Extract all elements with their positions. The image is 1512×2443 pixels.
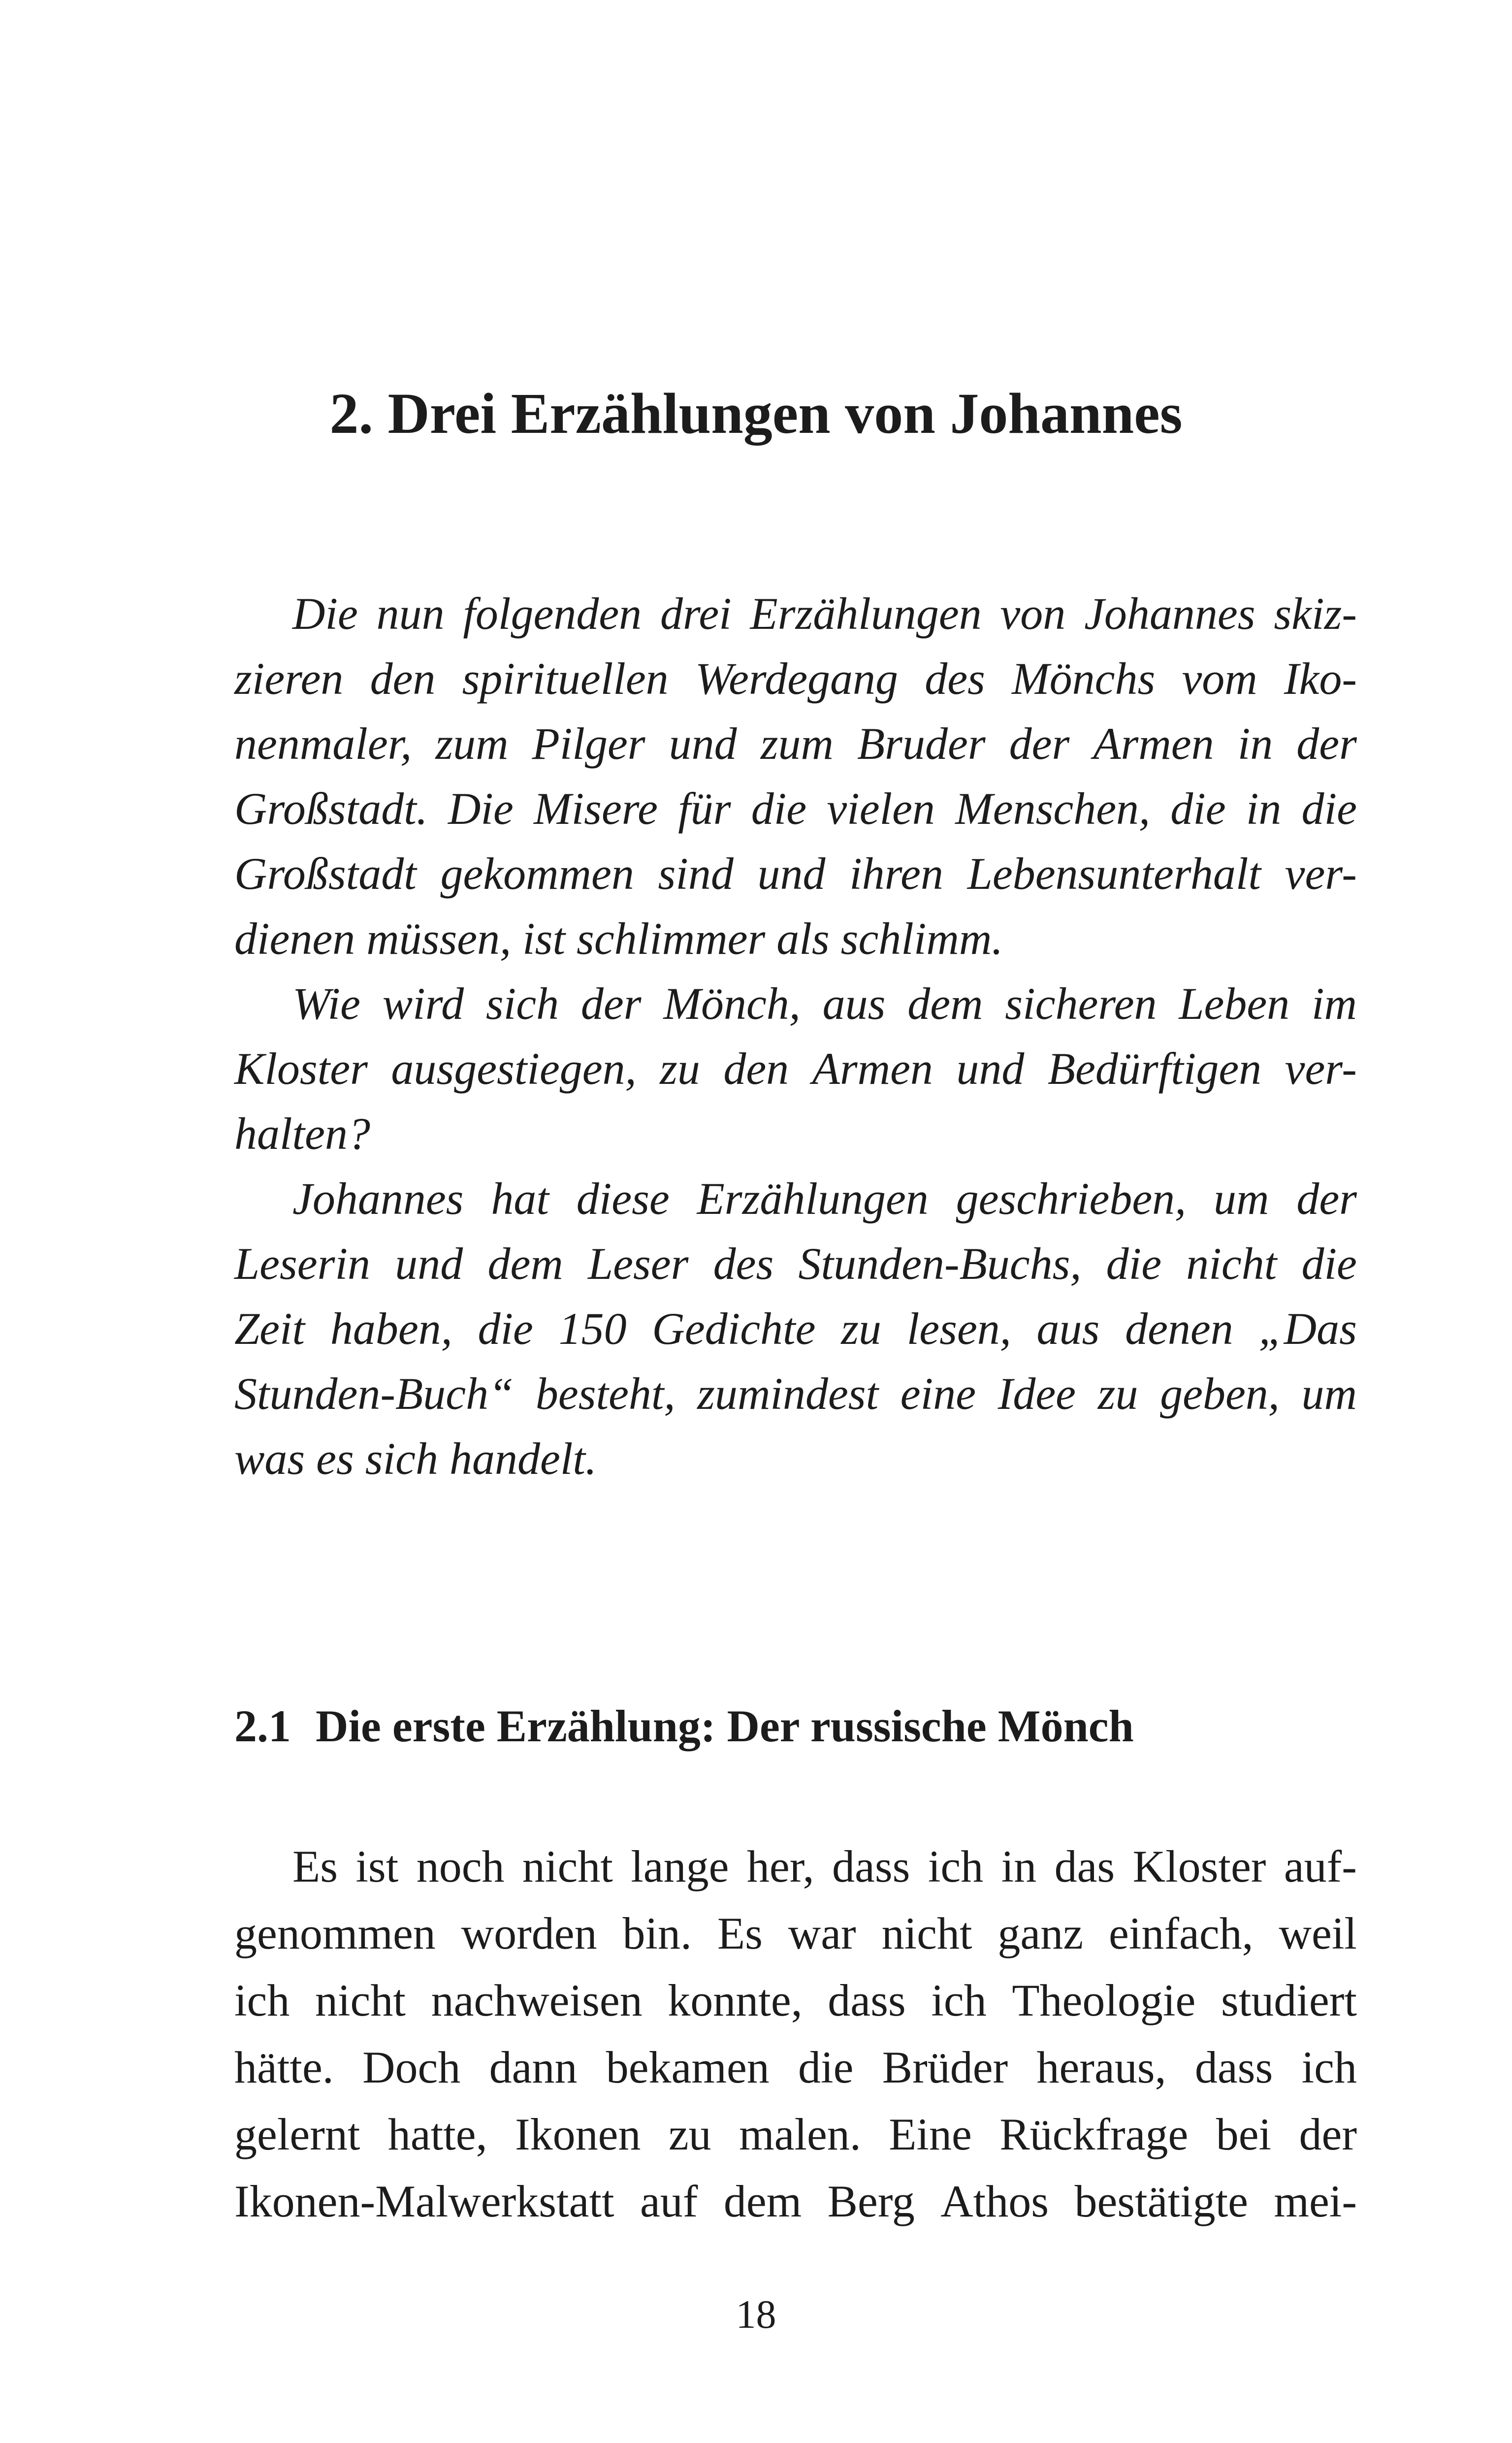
section-number: 2.1	[234, 1701, 291, 1751]
word: ich	[1301, 2042, 1357, 2092]
word: Es	[717, 1908, 763, 1958]
intro-line	[234, 646, 1357, 711]
word: eine	[900, 1368, 976, 1419]
word: malen.	[739, 2109, 861, 2159]
word: den	[370, 653, 436, 704]
word: besteht,	[535, 1368, 676, 1419]
word: bestätigte	[1074, 2176, 1248, 2226]
word: lesen,	[906, 1303, 1011, 1354]
intro-line-text: halten?	[234, 1108, 370, 1159]
word: zu	[668, 2109, 711, 2159]
word: bei	[1216, 2109, 1272, 2159]
word: Brüder	[882, 2042, 1008, 2092]
word: Bedürftigen	[1047, 1043, 1262, 1094]
word: mei-	[1274, 2176, 1357, 2226]
word: in	[1001, 1841, 1037, 1891]
word: Theologie	[1012, 1975, 1196, 2025]
word: gelernt	[234, 2109, 360, 2159]
word: nicht	[881, 1908, 972, 1958]
body-text	[234, 1833, 1357, 2235]
word: für	[678, 783, 731, 834]
word: dann	[489, 2042, 578, 2092]
intro-line	[234, 906, 1357, 971]
word: bin.	[622, 1908, 692, 1958]
word: Es	[292, 1841, 338, 1891]
word: lange	[631, 1841, 729, 1891]
intro-line	[234, 1231, 1357, 1296]
word: Berg	[827, 2176, 915, 2226]
word: drei	[660, 588, 732, 639]
word: noch	[416, 1841, 505, 1891]
word: Armen	[812, 1043, 933, 1094]
word: Ikonen-Malwerkstatt	[234, 2176, 614, 2226]
word: nun	[376, 588, 445, 639]
word: Armen	[1093, 718, 1214, 769]
word: Werdegang	[695, 653, 899, 704]
intro-line	[234, 1296, 1357, 1361]
intro-line	[234, 711, 1357, 776]
intro-line-text: was es sich handelt.	[234, 1433, 597, 1484]
word: die	[1106, 1238, 1162, 1289]
word: ich	[928, 1841, 984, 1891]
word: in	[1246, 783, 1282, 834]
word: heraus,	[1036, 2042, 1166, 2092]
word: und	[395, 1238, 463, 1289]
word: konnte,	[668, 1975, 803, 2025]
word: Johannes	[1084, 588, 1255, 639]
word: nachweisen	[431, 1975, 643, 2025]
word: zum	[760, 718, 834, 769]
word: dass	[832, 1841, 910, 1891]
word: Athos	[940, 2176, 1049, 2226]
word: Doch	[362, 2042, 461, 2092]
word: skiz-	[1274, 588, 1357, 639]
word: Mönch,	[663, 978, 801, 1029]
body-line	[234, 1967, 1357, 2034]
word: ich	[234, 1975, 290, 2025]
word: der	[1296, 1173, 1357, 1224]
word: Lebensunterhalt	[967, 848, 1261, 899]
intro-line	[234, 581, 1357, 646]
word: im	[1311, 978, 1357, 1029]
word: Wie	[292, 978, 360, 1029]
word: Ikonen	[515, 2109, 641, 2159]
word: diese	[576, 1173, 670, 1224]
word: ihren	[849, 848, 944, 899]
word: Kloster	[1132, 1841, 1266, 1891]
word: die	[1170, 783, 1226, 834]
word: und	[757, 848, 826, 899]
word: geschrieben,	[956, 1173, 1187, 1224]
word: zu	[1097, 1368, 1138, 1419]
word: den	[723, 1043, 789, 1094]
word: zumindest	[697, 1368, 879, 1419]
word: des	[713, 1238, 774, 1289]
body-line	[234, 1833, 1357, 1900]
chapter-intro	[234, 581, 1357, 1491]
word: worden	[461, 1908, 597, 1958]
word: 150	[558, 1303, 627, 1354]
word: sicheren	[1005, 978, 1157, 1029]
word: Die	[448, 783, 514, 834]
intro-line	[234, 1166, 1357, 1231]
word: vielen	[827, 783, 935, 834]
word: sind	[658, 848, 734, 899]
word: Stunden-Buch“	[234, 1368, 514, 1419]
word: um	[1214, 1173, 1269, 1224]
word: sich	[485, 978, 559, 1029]
word: Großstadt	[234, 848, 417, 899]
word: Erzählungen	[697, 1173, 929, 1224]
word: her,	[746, 1841, 814, 1891]
word: Mönchs	[1012, 653, 1156, 704]
word: ver-	[1285, 1043, 1357, 1094]
word: Pilger	[532, 718, 645, 769]
word: in	[1237, 718, 1273, 769]
word: ist	[355, 1841, 399, 1891]
word: hätte.	[234, 2042, 334, 2092]
intro-line	[234, 1101, 1357, 1166]
word: folgenden	[463, 588, 642, 639]
word: hat	[491, 1173, 549, 1224]
word: um	[1301, 1368, 1357, 1419]
word: aus	[1036, 1303, 1100, 1354]
word: studiert	[1221, 1975, 1357, 2025]
word: wird	[382, 978, 464, 1029]
word: Idee	[997, 1368, 1076, 1419]
word: Menschen,	[955, 783, 1151, 834]
word: Leserin	[234, 1238, 370, 1289]
word: die	[478, 1303, 533, 1354]
word: „Das	[1258, 1303, 1357, 1354]
body-line	[234, 2101, 1357, 2168]
word: auf	[640, 2176, 698, 2226]
word: gekommen	[440, 848, 634, 899]
word: die	[798, 2042, 854, 2092]
word: zu	[841, 1303, 881, 1354]
word: die	[1301, 783, 1357, 834]
section-title: Die erste Erzählung: Der russische Mönch	[316, 1701, 1134, 1751]
page-number: 18	[736, 2292, 776, 2337]
word: auf-	[1284, 1841, 1357, 1891]
word: Eine	[889, 2109, 972, 2159]
word: der	[580, 978, 642, 1029]
word: ganz	[997, 1908, 1084, 1958]
word: nicht	[522, 1841, 613, 1891]
word: zum	[435, 718, 509, 769]
word: dass	[828, 1975, 906, 2025]
word: Iko-	[1284, 653, 1357, 704]
body-line	[234, 1900, 1357, 1967]
body-line	[234, 2034, 1357, 2101]
intro-line	[234, 841, 1357, 906]
intro-line-text: dienen müssen, ist schlimmer als schlimm.	[234, 913, 1003, 964]
intro-line	[234, 971, 1357, 1036]
intro-line	[234, 776, 1357, 841]
word: dass	[1194, 2042, 1273, 2092]
section-heading	[234, 1694, 1134, 1758]
intro-line	[234, 1361, 1357, 1426]
intro-line	[234, 1426, 1357, 1491]
word: denen	[1125, 1303, 1233, 1354]
word: Die	[292, 588, 358, 639]
word: der	[1296, 718, 1357, 769]
word: aus	[822, 978, 886, 1029]
word: ausgestiegen,	[391, 1043, 637, 1094]
word: Leben	[1179, 978, 1290, 1029]
word: ich	[931, 1975, 987, 2025]
word: des	[925, 653, 985, 704]
word: spirituellen	[462, 653, 669, 704]
word: und	[956, 1043, 1025, 1094]
word: Zeit	[234, 1303, 305, 1354]
word: zu	[660, 1043, 700, 1094]
chapter-title: 2. Drei Erzählungen von Johannes	[329, 381, 1183, 446]
word: und	[669, 718, 737, 769]
word: Bruder	[857, 718, 986, 769]
word: der	[1299, 2109, 1357, 2159]
word: genommen	[234, 1908, 436, 1958]
word: Rückfrage	[999, 2109, 1189, 2159]
body-line	[234, 2168, 1357, 2235]
word: der	[1009, 718, 1070, 769]
word: die	[751, 783, 807, 834]
word: Großstadt.	[234, 783, 428, 834]
word: bekamen	[606, 2042, 770, 2092]
word: weil	[1279, 1908, 1357, 1958]
word: Kloster	[234, 1043, 368, 1094]
word: die	[1301, 1238, 1357, 1289]
word: nicht	[315, 1975, 406, 2025]
word: geben,	[1160, 1368, 1280, 1419]
intro-line	[234, 1036, 1357, 1101]
word: einfach,	[1108, 1908, 1254, 1958]
word: zieren	[234, 653, 344, 704]
word: hatte,	[387, 2109, 487, 2159]
word: nenmaler,	[234, 718, 412, 769]
word: Leser	[587, 1238, 689, 1289]
word: haben,	[330, 1303, 452, 1354]
word: dem	[723, 2176, 802, 2226]
word: Stunden-Buchs,	[798, 1238, 1082, 1289]
word: war	[788, 1908, 856, 1958]
word: ver-	[1285, 848, 1357, 899]
word: Gedichte	[652, 1303, 816, 1354]
word: von	[1000, 588, 1066, 639]
word: das	[1054, 1841, 1115, 1891]
word: vom	[1182, 653, 1257, 704]
word: dem	[907, 978, 983, 1029]
word: Erzählungen	[750, 588, 982, 639]
word: Misere	[533, 783, 658, 834]
word: dem	[487, 1238, 563, 1289]
word: nicht	[1186, 1238, 1277, 1289]
word: Johannes	[292, 1173, 464, 1224]
